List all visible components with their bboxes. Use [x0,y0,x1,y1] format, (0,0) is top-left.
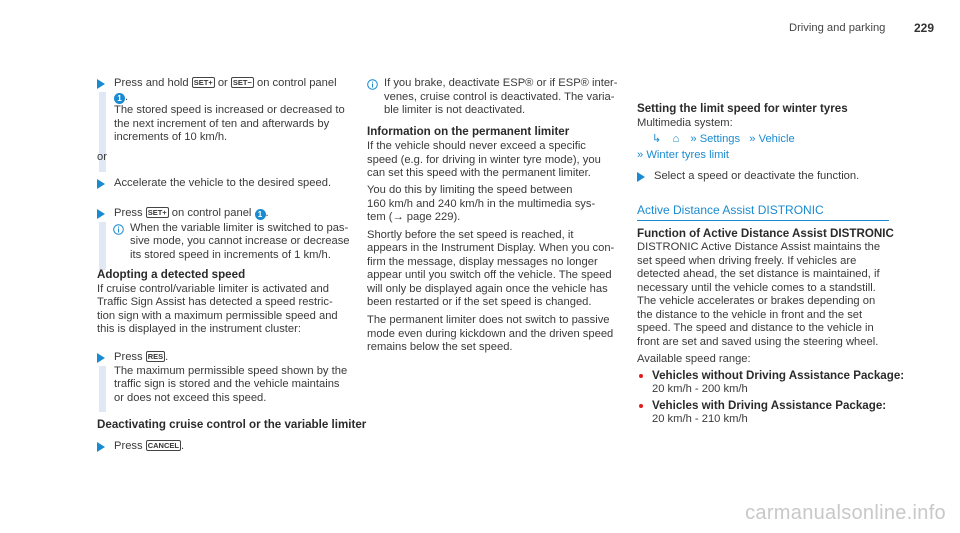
watermark: carmanualsonline.info [745,502,946,524]
heading-winter-limit: Setting the limit speed for winter tyres [637,102,848,115]
para4-text: will only be displayed again once the vehicle has [367,283,608,295]
note2-text: If you brake, deactivate ESP® or if ESP® inter- [384,77,618,89]
path-winter-tyres: Winter tyres limit [646,149,730,161]
step4-text: or does not exceed this speed. [114,392,267,404]
section-rule [637,220,889,221]
note1-text: its stored speed in increments of 1 km/h. [130,249,331,261]
callout-number-icon: 1 [255,209,266,220]
step-arrow-icon [637,172,645,182]
note2-text: venes, cruise control is deactivated. The varia- [384,91,615,103]
double-chevron-icon: » [637,149,644,161]
heading-deactivating: Deactivating cruise control or the variable limiter [97,418,367,431]
para1-text: tion sign with a maximum permissible speed and [97,310,338,322]
para4-text: Shortly before the set speed is reached, it [367,229,574,241]
step-arrow-icon [97,209,105,219]
para6-text: necessary until the vehicle comes to a standstill. [637,282,876,294]
para6-text: detected ahead, the set distance is maintained, if [637,268,880,280]
para3-text: You do this by limiting the speed between [367,184,573,196]
step4-line: Press RES . [114,351,169,363]
step1-num-line: 1 . [114,91,128,104]
step2-text: Accelerate the vehicle to the desired speed. [114,177,332,189]
info-icon [113,224,124,235]
para6-text: DISTRONIC Active Distance Assist maintains the [637,241,881,253]
step4-text: traffic sign is stored and the vehicle maintains [114,378,340,390]
page-number: 229 [914,21,935,35]
section-title: Active Distance Assist DISTRONIC [637,203,824,217]
step1-text: the next increment of ten and afterwards by [114,118,330,130]
path-vehicle: Vehicle [758,133,795,145]
path-settings: Settings [699,133,741,145]
heading-adopting: Adopting a detected speed [97,268,246,281]
res-key-icon: RES [147,352,164,361]
callout-number-icon: 1 [114,93,125,104]
nav-path [652,133,795,146]
para5-text: The permanent limiter does not switch to passive [367,314,610,326]
para6-text: set speed when driving freely. If vehicles are [637,255,857,267]
para4-text: been restarted or if the set speed is changed. [367,296,592,308]
note2-text: ble limiter is not deactivated. [384,104,526,116]
bullet-icon [639,374,643,378]
para6-text: The vehicle accelerates or brakes depending on [637,295,876,307]
step-arrow-icon [97,442,105,452]
bullet-icon [639,404,643,408]
home-icon: ⌂ [672,133,680,145]
note1-text: When the variable limiter is switched to pas- [130,222,349,234]
double-chevron-icon: » [690,133,697,145]
step-bar [99,222,106,270]
multimedia-label: Multimedia system: [637,117,733,129]
para6-text: speed. The speed and distance to the vehicle in [637,322,874,334]
bullet1-value: 20 km/h - 200 km/h [652,383,748,395]
step1-text: The stored speed is increased or decreased to [114,104,345,116]
para1-text: If cruise control/variable limiter is activated and [97,283,329,295]
info-icon [367,79,378,90]
step3-line: Press SET+ on control panel 1 . [114,207,269,219]
section-header: Driving and parking [789,22,886,34]
step-bar [99,366,106,412]
step1-text: increments of 10 km/h. [114,131,228,143]
para4-text: firm the message, display messages no longer [367,256,598,268]
para1-text: this is displayed in the instrument cluster: [97,323,301,335]
heading-function: Function of Active Distance Assist DISTRONIC [637,227,894,240]
double-chevron-icon: » [749,133,756,145]
para1-text: Traffic Sign Assist has detected a speed restric- [97,296,333,308]
or-text: or [97,151,107,163]
para2-text: can set this speed with the permanent limiter. [367,167,591,179]
set-plus-key-icon: SET+ [147,208,167,217]
step-arrow-icon [97,179,105,189]
nav-path-2 [637,149,729,162]
para3-text: tem (→ page 229). [367,211,461,223]
para6-text: front are set and saved using the steering wheel. [637,336,879,348]
bullet1-title: Vehicles without Driving Assistance Package: [652,369,905,382]
bullet2-value: 20 km/h - 210 km/h [652,413,748,425]
available-range-label: Available speed range: [637,353,751,365]
para2-text: If the vehicle should never exceed a specific [367,140,586,152]
return-arrow-icon: ↳ [652,133,662,145]
step1-line: Press and hold SET+ or SET− on control panel [114,77,337,89]
para6-text: the distance to the vehicle in front and the set [637,309,863,321]
para3-text: 160 km/h and 240 km/h in the multimedia sys- [367,198,596,210]
para2-text: speed (e.g. for driving in winter tyre mode), you [367,154,601,166]
step6-text: Select a speed or deactivate the function. [654,170,860,182]
para4-text: appear until you switch off the vehicle. The speed [367,269,612,281]
note1-text: sive mode, you cannot increase or decrease [130,235,350,247]
step4-text: The maximum permissible speed shown by the [114,365,348,377]
para5-text: mode even during kickdown and the driven speed [367,328,614,340]
cancel-key-icon: CANCEL [147,441,179,450]
para5-text: remains below the set speed. [367,341,513,353]
step-arrow-icon [97,79,105,89]
step-arrow-icon [97,353,105,363]
step5-line: Press CANCEL . [114,440,185,452]
set-plus-key-icon: SET+ [193,78,213,87]
bullet2-title: Vehicles with Driving Assistance Package: [652,399,887,412]
heading-permanent-limiter: Information on the permanent limiter [367,125,570,138]
para4-text: appears in the Instrument Display. When you con- [367,242,615,254]
set-minus-key-icon: SET− [232,78,252,87]
